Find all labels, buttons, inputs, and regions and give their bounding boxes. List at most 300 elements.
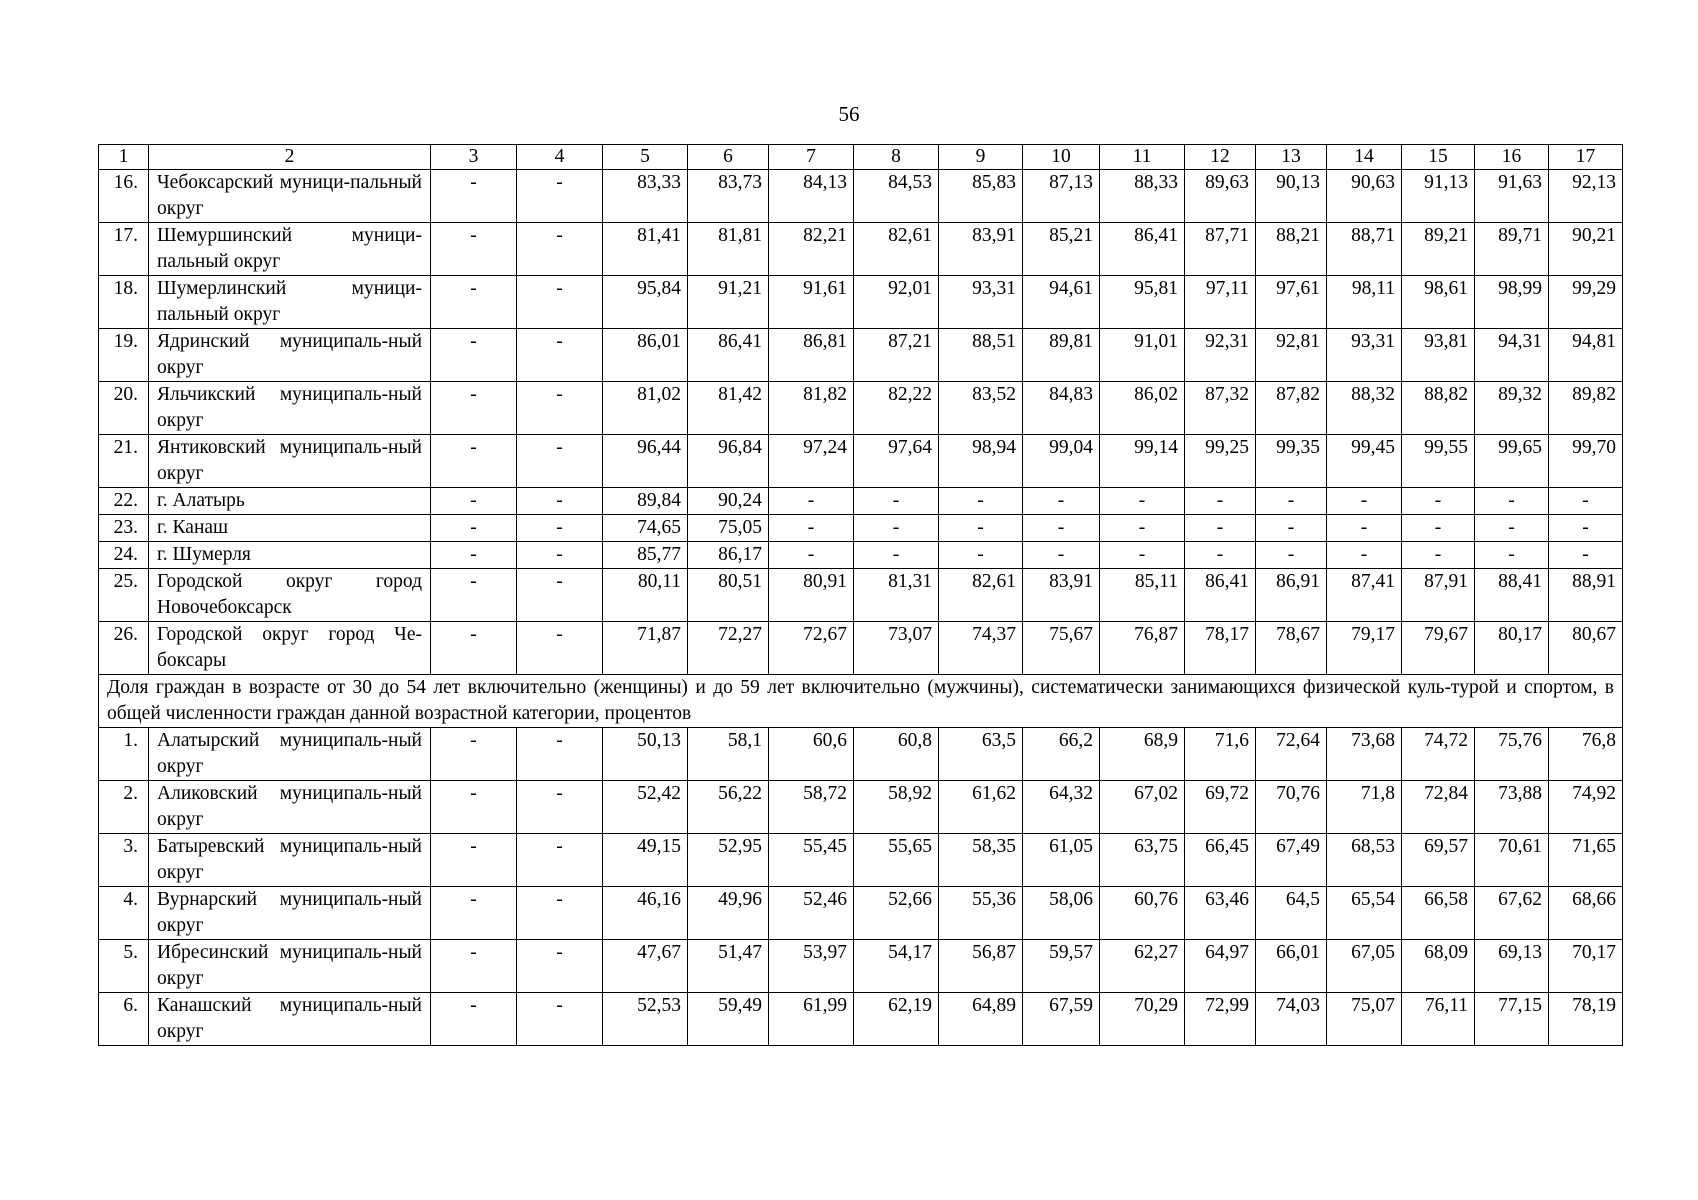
column-header: 15 [1402,145,1475,170]
row-number: 5. [99,940,149,993]
data-table [98,144,1623,1046]
column-header: 5 [603,145,688,170]
value-cell: 81,02 [603,382,688,435]
value-cell: 82,61 [854,223,939,276]
value-cell: 62,19 [854,993,939,1046]
value-cell: 78,67 [1256,622,1327,675]
value-cell: 58,92 [854,781,939,834]
value-cell: 98,99 [1475,276,1549,329]
value-cell: 52,42 [603,781,688,834]
value-cell: - [1185,488,1256,515]
value-cell: 79,67 [1402,622,1475,675]
value-cell: 91,21 [688,276,769,329]
value-cell: - [1327,488,1402,515]
cell-col-3: - [431,329,517,382]
table-row [99,382,1623,435]
value-cell: 70,29 [1100,993,1185,1046]
value-cell: 96,84 [688,435,769,488]
value-cell: 76,8 [1549,728,1623,781]
row-number: 25. [99,569,149,622]
table-row [99,488,1623,515]
value-cell: 90,24 [688,488,769,515]
value-cell: - [769,515,854,542]
value-cell: 49,15 [603,834,688,887]
value-cell: 89,81 [1023,329,1100,382]
value-cell: 60,8 [854,728,939,781]
value-cell: 51,47 [688,940,769,993]
value-cell: 80,67 [1549,622,1623,675]
value-cell: - [1256,515,1327,542]
value-cell: 75,07 [1327,993,1402,1046]
cell-col-4: - [517,223,603,276]
value-cell: 86,02 [1100,382,1185,435]
value-cell: 73,88 [1475,781,1549,834]
value-cell: 78,19 [1549,993,1623,1046]
cell-col-4: - [517,488,603,515]
value-cell: - [854,542,939,569]
value-cell: 86,91 [1256,569,1327,622]
value-cell: 73,68 [1327,728,1402,781]
municipality-name: Шемуршинский муници-пальный округ [149,223,431,276]
value-cell: 61,62 [939,781,1023,834]
value-cell: 88,91 [1549,569,1623,622]
value-cell: 93,31 [1327,329,1402,382]
column-header: 11 [1100,145,1185,170]
value-cell: 69,72 [1185,781,1256,834]
value-cell: 94,31 [1475,329,1549,382]
row-number: 3. [99,834,149,887]
value-cell: 59,57 [1023,940,1100,993]
value-cell: 81,82 [769,382,854,435]
table-row [99,223,1623,276]
value-cell: 56,87 [939,940,1023,993]
value-cell: 81,42 [688,382,769,435]
value-cell: 92,31 [1185,329,1256,382]
table-row [99,329,1623,382]
row-number: 22. [99,488,149,515]
municipality-name: Яльчикский муниципаль-ный округ [149,382,431,435]
value-cell: 52,95 [688,834,769,887]
value-cell: 87,71 [1185,223,1256,276]
value-cell: - [1475,515,1549,542]
value-cell: 91,01 [1100,329,1185,382]
table-row [99,781,1623,834]
value-cell: 90,13 [1256,170,1327,223]
value-cell: - [1475,542,1549,569]
value-cell: 86,17 [688,542,769,569]
value-cell: 93,31 [939,276,1023,329]
value-cell: 61,99 [769,993,854,1046]
value-cell: 67,05 [1327,940,1402,993]
value-cell: - [939,488,1023,515]
column-header: 17 [1549,145,1623,170]
cell-col-3: - [431,569,517,622]
value-cell: 87,41 [1327,569,1402,622]
value-cell: 66,58 [1402,887,1475,940]
value-cell: 87,13 [1023,170,1100,223]
value-cell: - [1185,515,1256,542]
table-row [99,515,1623,542]
value-cell: 89,71 [1475,223,1549,276]
value-cell: 71,6 [1185,728,1256,781]
value-cell: 88,32 [1327,382,1402,435]
value-cell: 91,13 [1402,170,1475,223]
municipality-name: г. Алатырь [149,488,431,515]
municipality-name: Батыревский муниципаль-ный округ [149,834,431,887]
value-cell: 68,53 [1327,834,1402,887]
value-cell: 61,05 [1023,834,1100,887]
value-cell: 68,09 [1402,940,1475,993]
value-cell: 46,16 [603,887,688,940]
value-cell: 64,89 [939,993,1023,1046]
section-title-row [99,675,1623,728]
column-header: 14 [1327,145,1402,170]
cell-col-3: - [431,887,517,940]
municipality-name: г. Канаш [149,515,431,542]
municipality-name: Чебоксарский муници-пальный округ [149,170,431,223]
cell-col-3: - [431,435,517,488]
value-cell: 75,76 [1475,728,1549,781]
value-cell: 86,41 [1185,569,1256,622]
row-number: 23. [99,515,149,542]
cell-col-4: - [517,569,603,622]
cell-col-4: - [517,435,603,488]
value-cell: 72,64 [1256,728,1327,781]
value-cell: 94,81 [1549,329,1623,382]
row-number: 24. [99,542,149,569]
value-cell: 72,27 [688,622,769,675]
value-cell: - [769,542,854,569]
value-cell: 97,24 [769,435,854,488]
cell-col-3: - [431,834,517,887]
column-header: 2 [149,145,431,170]
value-cell: 63,75 [1100,834,1185,887]
row-number: 2. [99,781,149,834]
value-cell: 79,17 [1327,622,1402,675]
table-row [99,170,1623,223]
row-number: 16. [99,170,149,223]
cell-col-3: - [431,488,517,515]
value-cell: 83,91 [939,223,1023,276]
cell-col-3: - [431,170,517,223]
value-cell: 80,51 [688,569,769,622]
value-cell: 72,67 [769,622,854,675]
row-number: 26. [99,622,149,675]
row-number: 1. [99,728,149,781]
value-cell: 72,99 [1185,993,1256,1046]
value-cell: 59,49 [688,993,769,1046]
table-row [99,887,1623,940]
table-body [99,145,1623,1046]
municipality-name: Алатырский муниципаль-ный округ [149,728,431,781]
value-cell: 88,51 [939,329,1023,382]
value-cell: - [1327,542,1402,569]
value-cell: 63,46 [1185,887,1256,940]
value-cell: 64,5 [1256,887,1327,940]
table-row [99,728,1623,781]
value-cell: 97,64 [854,435,939,488]
cell-col-3: - [431,622,517,675]
value-cell: 91,61 [769,276,854,329]
value-cell: 99,29 [1549,276,1623,329]
value-cell: 53,97 [769,940,854,993]
value-cell: 92,01 [854,276,939,329]
table-row [99,834,1623,887]
value-cell: - [854,515,939,542]
municipality-name: Ядринский муниципаль-ный округ [149,329,431,382]
cell-col-4: - [517,993,603,1046]
value-cell: 67,59 [1023,993,1100,1046]
value-cell: 85,77 [603,542,688,569]
cell-col-3: - [431,542,517,569]
value-cell: 67,49 [1256,834,1327,887]
value-cell: 58,1 [688,728,769,781]
value-cell: 99,04 [1023,435,1100,488]
value-cell: 86,41 [688,329,769,382]
value-cell: 88,82 [1402,382,1475,435]
cell-col-4: - [517,382,603,435]
cell-col-3: - [431,728,517,781]
value-cell: 55,36 [939,887,1023,940]
value-cell: 87,21 [854,329,939,382]
value-cell: 95,84 [603,276,688,329]
value-cell: 72,84 [1402,781,1475,834]
value-cell: 74,03 [1256,993,1327,1046]
value-cell: 76,11 [1402,993,1475,1046]
value-cell: 87,91 [1402,569,1475,622]
municipality-name: Вурнарский муниципаль-ный округ [149,887,431,940]
value-cell: 66,01 [1256,940,1327,993]
value-cell: 67,02 [1100,781,1185,834]
value-cell: - [1023,488,1100,515]
value-cell: - [1549,542,1623,569]
value-cell: 74,65 [603,515,688,542]
value-cell: 66,45 [1185,834,1256,887]
table-row [99,542,1623,569]
value-cell: 76,87 [1100,622,1185,675]
value-cell: 86,41 [1100,223,1185,276]
table-row [99,622,1623,675]
municipality-name: Городской округ город Че-боксары [149,622,431,675]
value-cell: 89,32 [1475,382,1549,435]
value-cell: 88,41 [1475,569,1549,622]
cell-col-4: - [517,515,603,542]
value-cell: - [1402,488,1475,515]
value-cell: 52,46 [769,887,854,940]
value-cell: 68,9 [1100,728,1185,781]
value-cell: 74,37 [939,622,1023,675]
value-cell: 81,81 [688,223,769,276]
municipality-name: Шумерлинский муници-пальный округ [149,276,431,329]
cell-col-3: - [431,515,517,542]
value-cell: 84,53 [854,170,939,223]
row-number: 18. [99,276,149,329]
value-cell: - [1549,488,1623,515]
value-cell: 89,84 [603,488,688,515]
table-row [99,569,1623,622]
table-row [99,993,1623,1046]
value-cell: 64,97 [1185,940,1256,993]
column-header: 12 [1185,145,1256,170]
municipality-name: Ибресинский муниципаль-ный округ [149,940,431,993]
value-cell: 85,11 [1100,569,1185,622]
value-cell: 71,8 [1327,781,1402,834]
column-header-row [99,145,1623,170]
value-cell: - [1402,542,1475,569]
row-number: 17. [99,223,149,276]
value-cell: 50,13 [603,728,688,781]
value-cell: 88,21 [1256,223,1327,276]
value-cell: 99,65 [1475,435,1549,488]
value-cell: 87,82 [1256,382,1327,435]
value-cell: 49,96 [688,887,769,940]
value-cell: 89,21 [1402,223,1475,276]
value-cell: 65,54 [1327,887,1402,940]
value-cell: 77,15 [1475,993,1549,1046]
municipality-name: Янтиковский муниципаль-ный округ [149,435,431,488]
value-cell: 82,21 [769,223,854,276]
value-cell: 74,72 [1402,728,1475,781]
value-cell: 94,61 [1023,276,1100,329]
value-cell: 62,27 [1100,940,1185,993]
value-cell: 66,2 [1023,728,1100,781]
value-cell: 71,87 [603,622,688,675]
column-header: 13 [1256,145,1327,170]
cell-col-4: - [517,542,603,569]
column-header: 4 [517,145,603,170]
row-number: 19. [99,329,149,382]
value-cell: 69,57 [1402,834,1475,887]
section-title: Доля граждан в возрасте от 30 до 54 лет включительно (женщины) и до 59 лет включительно (мужчины), систематически занимающихся физической куль-турой и спортом, в общей численности граждан данной возрастной категории, процентов [99,675,1623,728]
value-cell: 73,07 [854,622,939,675]
cell-col-3: - [431,940,517,993]
page-number: 56 [838,102,860,126]
municipality-name: Канашский муниципаль-ный округ [149,993,431,1046]
table-row [99,940,1623,993]
value-cell: 80,91 [769,569,854,622]
value-cell: - [1185,542,1256,569]
value-cell: 69,13 [1475,940,1549,993]
value-cell: 99,35 [1256,435,1327,488]
value-cell: - [1549,515,1623,542]
cell-col-4: - [517,276,603,329]
value-cell: 92,81 [1256,329,1327,382]
column-header: 16 [1475,145,1549,170]
value-cell: 83,73 [688,170,769,223]
value-cell: 89,63 [1185,170,1256,223]
value-cell: 58,35 [939,834,1023,887]
value-cell: 85,83 [939,170,1023,223]
value-cell: 92,13 [1549,170,1623,223]
column-header: 8 [854,145,939,170]
value-cell: 82,22 [854,382,939,435]
value-cell: 70,76 [1256,781,1327,834]
value-cell: 60,6 [769,728,854,781]
table-row [99,276,1623,329]
value-cell: - [1100,488,1185,515]
value-cell: 87,32 [1185,382,1256,435]
value-cell: 84,83 [1023,382,1100,435]
value-cell: 83,33 [603,170,688,223]
column-header: 1 [99,145,149,170]
value-cell: 64,32 [1023,781,1100,834]
value-cell: 90,63 [1327,170,1402,223]
municipality-name: Городской округ город Новочебоксарск [149,569,431,622]
value-cell: 52,66 [854,887,939,940]
cell-col-4: - [517,887,603,940]
column-header: 6 [688,145,769,170]
cell-col-4: - [517,781,603,834]
cell-col-4: - [517,728,603,781]
value-cell: 81,31 [854,569,939,622]
cell-col-3: - [431,993,517,1046]
value-cell: - [939,515,1023,542]
value-cell: 88,71 [1327,223,1402,276]
cell-col-4: - [517,940,603,993]
value-cell: - [1256,542,1327,569]
column-header: 3 [431,145,517,170]
municipality-name: Аликовский муниципаль-ный округ [149,781,431,834]
value-cell: 58,72 [769,781,854,834]
value-cell: 80,17 [1475,622,1549,675]
value-cell: 99,70 [1549,435,1623,488]
value-cell: 99,14 [1100,435,1185,488]
value-cell: 89,82 [1549,382,1623,435]
value-cell: 80,11 [603,569,688,622]
column-header: 10 [1023,145,1100,170]
value-cell: 97,61 [1256,276,1327,329]
value-cell: 71,65 [1549,834,1623,887]
row-number: 20. [99,382,149,435]
cell-col-3: - [431,781,517,834]
value-cell: 99,55 [1402,435,1475,488]
value-cell: 93,81 [1402,329,1475,382]
cell-col-3: - [431,382,517,435]
value-cell: 99,45 [1327,435,1402,488]
column-header: 9 [939,145,1023,170]
column-header: 7 [769,145,854,170]
value-cell: - [1023,515,1100,542]
value-cell: 60,76 [1100,887,1185,940]
value-cell: 70,17 [1549,940,1623,993]
value-cell: - [1100,515,1185,542]
value-cell: - [769,488,854,515]
value-cell: 86,81 [769,329,854,382]
row-number: 6. [99,993,149,1046]
value-cell: - [1475,488,1549,515]
value-cell: - [1023,542,1100,569]
value-cell: 96,44 [603,435,688,488]
value-cell: - [1402,515,1475,542]
value-cell: - [1256,488,1327,515]
municipality-name: г. Шумерля [149,542,431,569]
value-cell: 98,11 [1327,276,1402,329]
cell-col-3: - [431,276,517,329]
row-number: 21. [99,435,149,488]
value-cell: 68,66 [1549,887,1623,940]
value-cell: - [1327,515,1402,542]
value-cell: 97,11 [1185,276,1256,329]
cell-col-4: - [517,170,603,223]
cell-col-4: - [517,834,603,887]
value-cell: 78,17 [1185,622,1256,675]
value-cell: 85,21 [1023,223,1100,276]
value-cell: - [1100,542,1185,569]
value-cell: 99,25 [1185,435,1256,488]
value-cell: 84,13 [769,170,854,223]
table-row [99,435,1623,488]
value-cell: 83,52 [939,382,1023,435]
